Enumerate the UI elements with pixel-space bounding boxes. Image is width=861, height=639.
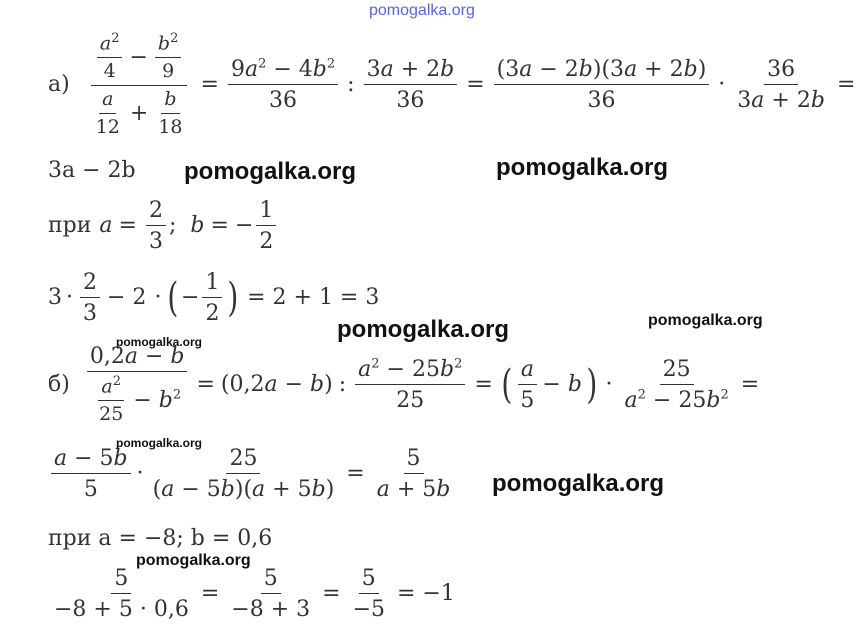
evaluation-a: 3 · $\frac{2}{3}$ − 2 · ( − $\frac{1}{2}$ ) = 2 + 1 = 3 bbox=[48, 270, 380, 327]
result-a: 3a − 2b bbox=[48, 158, 136, 183]
substitution-a: при a = $\frac{2}{3}$ ; b = − $\frac{1}{2}$ bbox=[48, 198, 279, 255]
part-label-a: а) bbox=[48, 72, 70, 98]
watermark: pomogalka.org bbox=[136, 552, 251, 569]
substitution-b: при a = −8; b = 0,6 bbox=[48, 526, 273, 551]
watermark: pomogalka.org bbox=[184, 158, 357, 185]
part-label-b: б) bbox=[48, 372, 70, 398]
evaluation-b: $\frac{5}{-8 + 5 \cdot 0,6}$ = $\frac{5}{-8 + 3}$ = $\frac{5}{-5}$ = −1 bbox=[54, 566, 455, 623]
watermark: pomogalka.org bbox=[337, 316, 510, 343]
watermark: pomogalka.org bbox=[648, 312, 763, 329]
equation-a-line1: а) $\frac{a^2}{4}$ − $\frac{b^2}{9}$ $\frac{a}{12}$ + $\frac{b}{18}$ = $\frac{9a^2 - 4b^2}{36}$ : $\frac{3a + 2b}{36}$ = $\frac{(3a - 2b)(3a + 2b)}{36}$ · $\frac{36}{3a + 2b}$ = bbox=[48, 31, 856, 138]
equation-b-line2: $\frac{a - 5b}{5}$ · $\frac{25}{(a - 5b)(a + 5b)}$ = $\frac{5}{a + 5b}$ bbox=[48, 446, 456, 503]
watermark: pomogalka.org bbox=[116, 436, 203, 450]
watermark: pomogalka.org bbox=[496, 154, 669, 181]
final-b: = −1 bbox=[397, 581, 455, 607]
watermark-top: pomogalka.org bbox=[369, 2, 475, 19]
watermark: pomogalka.org bbox=[492, 470, 665, 497]
equation-b-line1: б) 0,2a − b $\frac{a^2}{25}$ − $b^2$ = (0,2a − b) : $\frac{a^2 - 25b^2}{25}$ = ( $\frac{a}{5}$ − b ) · $\frac{25}{a^2 - 25b^2}$ = bbox=[48, 344, 760, 426]
complex-fraction-a: $\frac{a^2}{4}$ − $\frac{b^2}{9}$ $\frac{a}{12}$ + $\frac{b}{18}$ bbox=[87, 32, 192, 139]
eval-result-a: = 2 + 1 = 3 bbox=[247, 285, 380, 311]
prefix-pri: при bbox=[48, 213, 92, 239]
watermark: pomogalka.org bbox=[116, 335, 203, 349]
